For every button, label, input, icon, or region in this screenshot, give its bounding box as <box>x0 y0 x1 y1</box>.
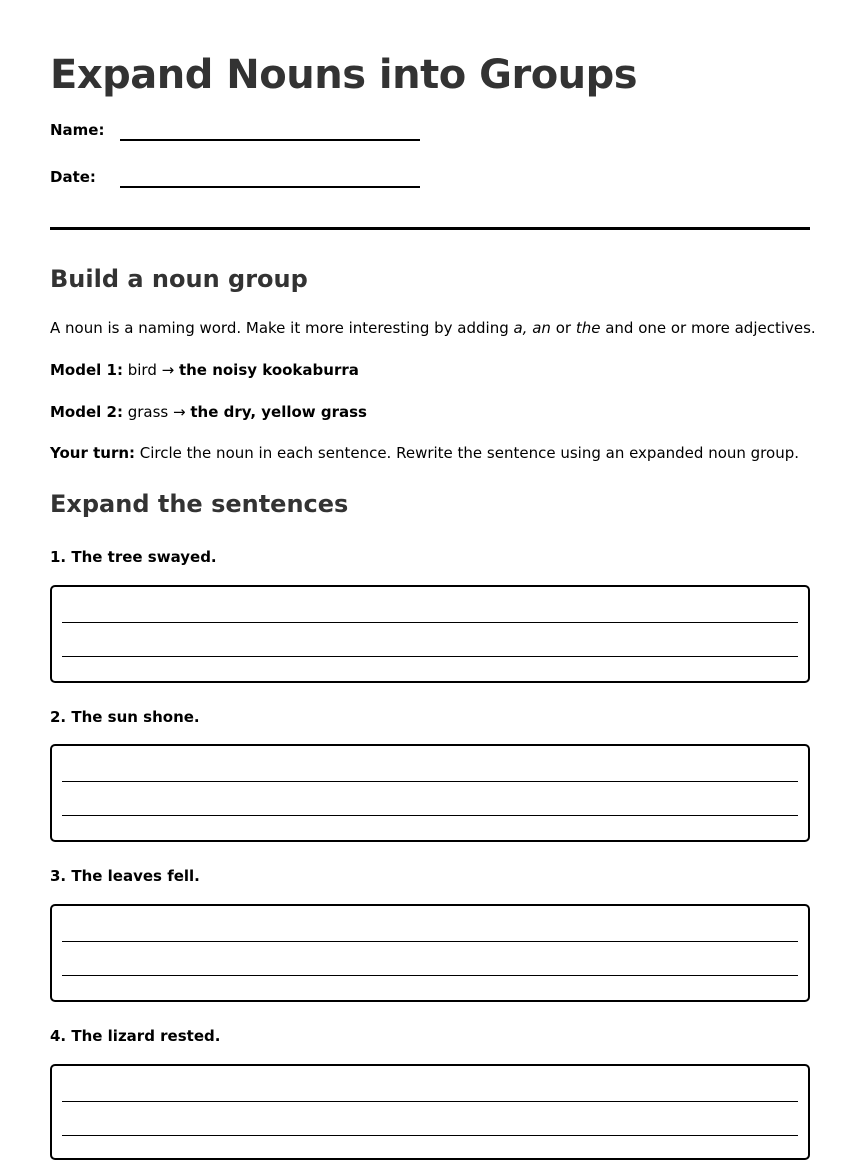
your-turn-instructions <box>50 444 799 462</box>
your-turn-text: Circle the noun in each sentence. Rewrite the sentence using an expanded noun group. <box>135 444 799 462</box>
your-turn-label: Your turn: <box>50 444 136 462</box>
question-3-answer-box[interactable] <box>50 904 810 1002</box>
name-input-line[interactable] <box>120 139 420 141</box>
model-1-group: the noisy kookaburra <box>178 361 359 379</box>
section-heading-build: Build a noun group <box>50 265 308 293</box>
intro-text-end: and one or more adjectives. <box>600 319 816 337</box>
question-1-label: 1. The tree swayed. <box>50 548 217 566</box>
answer-line <box>62 781 798 782</box>
intro-articles: a, an <box>513 319 551 337</box>
date-field-row <box>50 168 450 192</box>
date-input-line[interactable] <box>120 186 420 188</box>
model-2-noun: grass → <box>122 403 191 421</box>
answer-line <box>62 975 798 976</box>
intro-text-start: A noun is a naming word. Make it more interesting by adding <box>50 319 514 337</box>
answer-line <box>62 1101 798 1102</box>
page-title: Expand Nouns into Groups <box>50 52 638 98</box>
answer-line <box>62 622 798 623</box>
date-label: Date: <box>50 168 96 186</box>
question-4-answer-box[interactable] <box>50 1064 810 1160</box>
question-2-label: 2. The sun shone. <box>50 708 200 726</box>
question-4-label: 4. The lizard rested. <box>50 1027 221 1045</box>
intro-paragraph <box>50 319 816 337</box>
answer-line <box>62 1135 798 1136</box>
model-2 <box>50 403 367 421</box>
intro-the: the <box>575 319 601 337</box>
section-heading-expand: Expand the sentences <box>50 490 349 518</box>
answer-line <box>62 941 798 942</box>
question-1-answer-box[interactable] <box>50 585 810 683</box>
model-2-group: the dry, yellow grass <box>190 403 367 421</box>
model-1 <box>50 361 359 379</box>
question-3-label: 3. The leaves fell. <box>50 867 200 885</box>
answer-line <box>62 656 798 657</box>
model-2-label: Model 2: <box>50 403 123 421</box>
model-1-noun: bird → <box>122 361 179 379</box>
header-divider <box>50 227 810 230</box>
name-label: Name: <box>50 121 105 139</box>
answer-line <box>62 815 798 816</box>
intro-or: or <box>550 319 576 337</box>
name-field-row <box>50 121 450 145</box>
model-1-label: Model 1: <box>50 361 123 379</box>
question-2-answer-box[interactable] <box>50 744 810 842</box>
